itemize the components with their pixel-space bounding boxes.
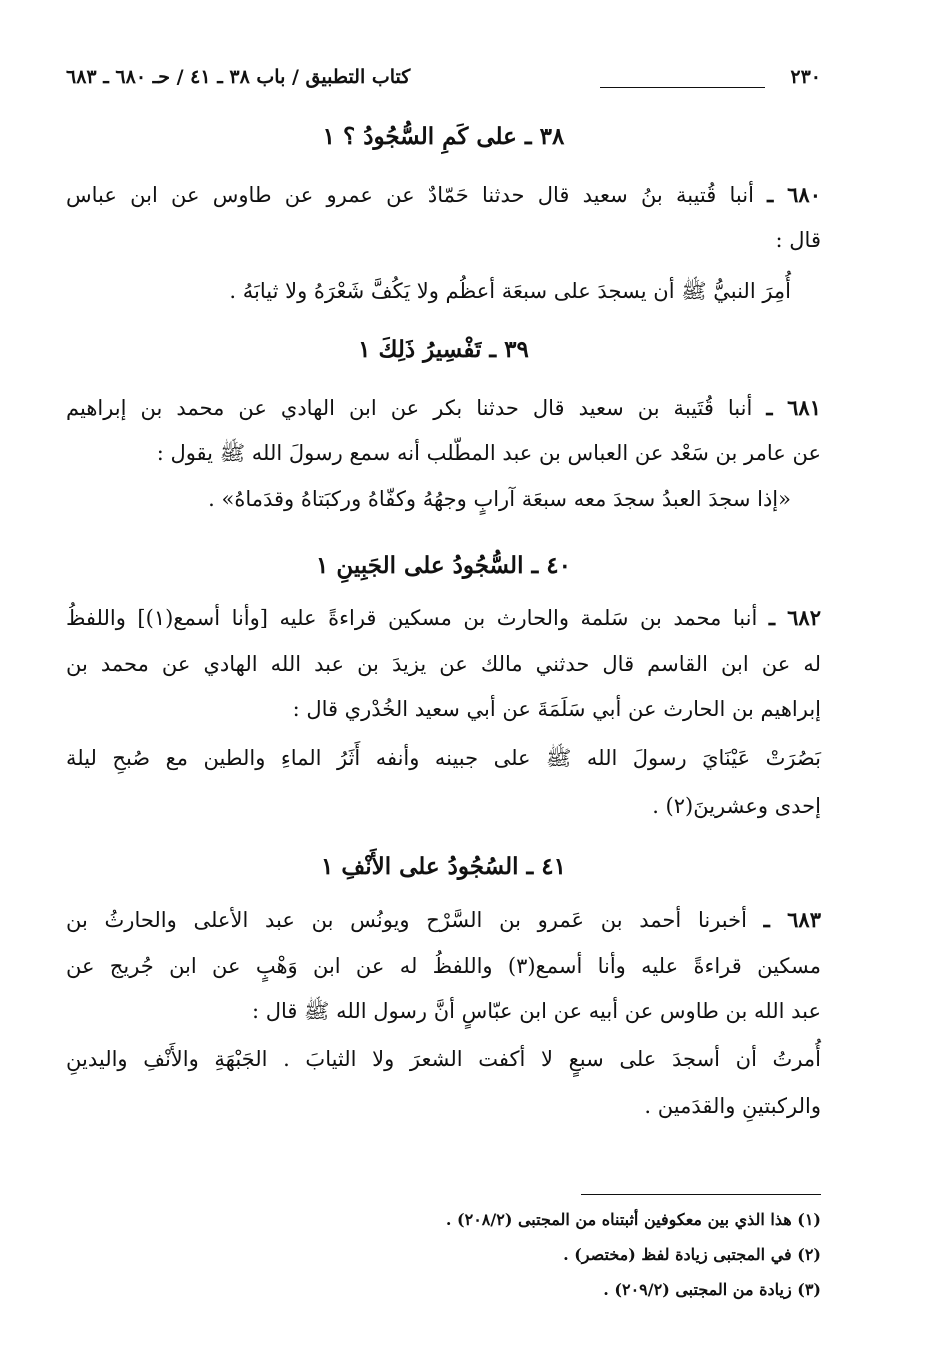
- chapter-heading-41: ٤١ ـ السُجُودُ على الأَنْفِ ١: [321, 853, 566, 880]
- running-title: كتاب التطبيق / باب ٣٨ ـ ٤١ / حـ ٦٨٠ ـ ٦٨٣: [66, 66, 411, 88]
- hadith-682-line-2: له عن ابن القاسم قال حدثني مالك عن يزيدَ بن عبد الله الهادي عن محمد بن: [66, 652, 821, 676]
- chapter-heading-38: ٣٨ ـ على كَمِ السُّجُودُ ؟ ١: [322, 123, 565, 150]
- hadith-number: ٦٨٣ ـ: [763, 907, 821, 932]
- chapter-heading-40: ٤٠ ـ السُّجُودُ على الجَبِينِ ١: [316, 552, 571, 579]
- running-head: [66, 66, 821, 96]
- hadith-680-line-2: قال :: [775, 228, 821, 252]
- hadith-681-line-1: [66, 393, 821, 423]
- chapter-heading-39: ٣٩ ـ تَفْسِيرُ ذَلِكَ ١: [358, 336, 529, 363]
- hadith-683-matn-1: أُمرتُ أن أسجدَ على سبعٍ لا أكفت الشعرَ ولا الثيابَ . الجَبْهَةِ والأَنْفِ واليدينِ: [66, 1047, 821, 1071]
- hadith-682-line-3: إبراهيم بن الحارث عن أبي سَلَمَةَ عن أبي سعيد الخُدْري قال :: [292, 697, 821, 721]
- hadith-683-matn-2: والركبتينِ والقدَمين .: [644, 1094, 821, 1118]
- hadith-680-line-1: [66, 180, 821, 210]
- footnote-1: (١) هذا الذي بين معكوفين أثبتناه من المجتبى (٢٠٨/٢) .: [445, 1210, 821, 1229]
- hadith-text: أنبا قُتيبة بنُ سعيد قال حدثنا حَمّادٌ عن عمرو عن طاوس عن ابن عباس: [66, 183, 754, 207]
- hadith-682-line-1: [66, 603, 821, 633]
- hadith-680-matn: أُمِرَ النبيُّ ﷺ أن يسجدَ على سبعَة أعظُم ولا يَكُفَّ شَعْرَهُ ولا ثيابَهُ .: [229, 279, 791, 303]
- hadith-681-matn: «إذا سجدَ العبدُ سجدَ معه سبعَة آرابٍ وجهُهُ وكفّاهُ وركبَتاهُ وقدَماهُ» .: [208, 487, 791, 511]
- page-number: ٢٣٠: [790, 66, 821, 88]
- hadith-number: ٦٨٢ ـ: [768, 605, 821, 630]
- footnote-rule: [581, 1194, 821, 1195]
- hadith-682-matn-1: بَصُرَتْ عَيْنَايَ رسولَ الله ﷺ على جبينه وأنفه أَثَرُ الماءِ والطين مع صُبحِ ليلة: [66, 746, 821, 770]
- hadith-number: ٦٨٠ ـ: [767, 182, 821, 207]
- hadith-683-line-1: [66, 905, 821, 935]
- header-rule: [600, 87, 765, 88]
- hadith-682-matn-2: إحدى وعشرينَ(٢) .: [652, 794, 821, 818]
- footnote-2: (٢) في المجتبى زيادة لفظ (مختصر) .: [563, 1245, 821, 1264]
- footnote-3: (٣) زيادة من المجتبى (٢٠٩/٢) .: [603, 1280, 821, 1299]
- hadith-683-line-3: عبد الله بن طاوس عن أبيه عن ابن عبّاسٍ أنَّ رسول الله ﷺ قال :: [251, 999, 821, 1023]
- hadith-number: ٦٨١ ـ: [766, 395, 821, 420]
- hadith-text: أنبا محمد بن سَلمة والحارث بن مسكين قراءةً عليه [وأنا أسمع(١)] واللفظُ: [66, 606, 758, 630]
- hadith-683-line-2: مسكين قراءةً عليه وأنا أسمع(٣) واللفظُ له عن ابن وَهْبٍ عن ابن جُريج عن: [66, 954, 821, 978]
- hadith-text: أخبرنا أحمد بن عَمرو بن السَّرْح ويونُس بن عبد الأعلى والحارثُ بن: [66, 908, 747, 932]
- hadith-text: أنبا قُتَيبة بن سعيد قال حدثنا بكر عن ابن الهادي عن محمد بن إبراهيم: [66, 396, 753, 420]
- hadith-681-line-2: عن عامر بن سَعْد عن العباس بن عبد المطّلب أنه سمع رسولَ الله ﷺ يقول :: [156, 441, 821, 465]
